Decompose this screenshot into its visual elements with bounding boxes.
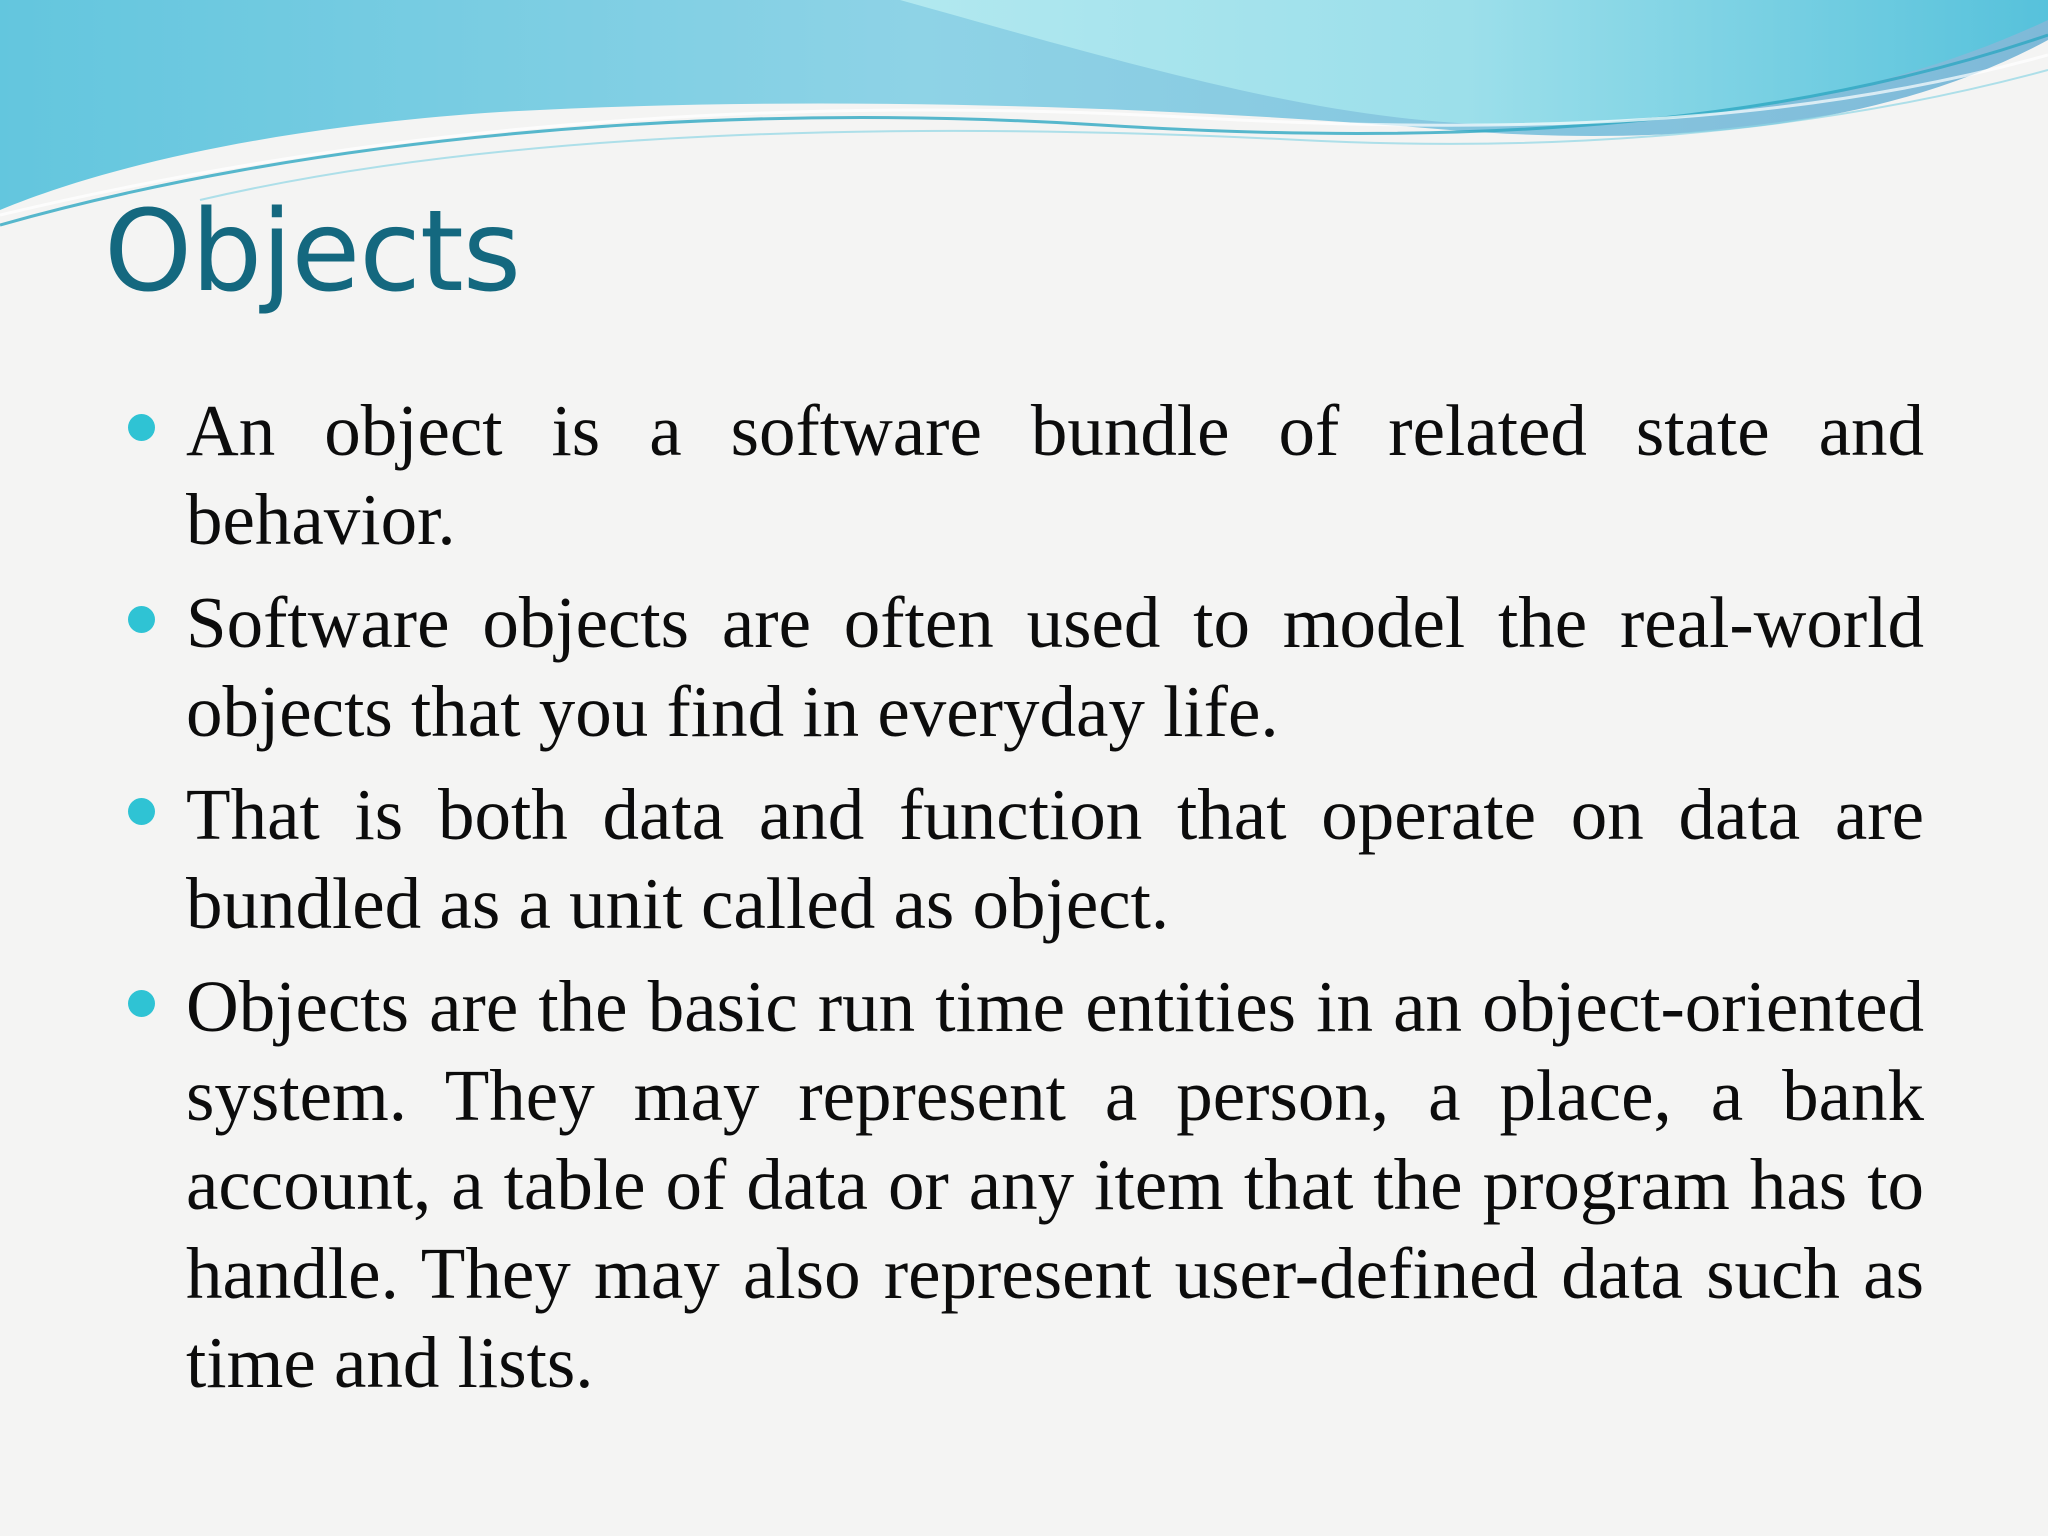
bullet-text: Software objects are often used to model the real-world objects that you find in everyday life. [186, 582, 1924, 752]
slide-title: Objects [104, 187, 521, 317]
bullet-text: An object is a software bundle of related state and behavior. [186, 390, 1924, 560]
bullet-dot-icon [128, 798, 155, 825]
bullet-item [128, 962, 1924, 1407]
bullet-text: That is both data and function that operate on data are bundled as a unit called as object. [186, 774, 1924, 944]
bullet-item [128, 770, 1924, 948]
bullet-item [128, 578, 1924, 756]
bullet-list [128, 386, 1924, 1421]
bullet-dot-icon [128, 990, 155, 1017]
bullet-text: Objects are the basic run time entities in an object-oriented system. They may represent a person, a place, a bank account, a table of data or any item that the program has to handle. They may also represent user-defined data such as time and lists. [186, 966, 1924, 1403]
bullet-dot-icon [128, 414, 155, 441]
bullet-item [128, 386, 1924, 564]
bullet-dot-icon [128, 606, 155, 633]
